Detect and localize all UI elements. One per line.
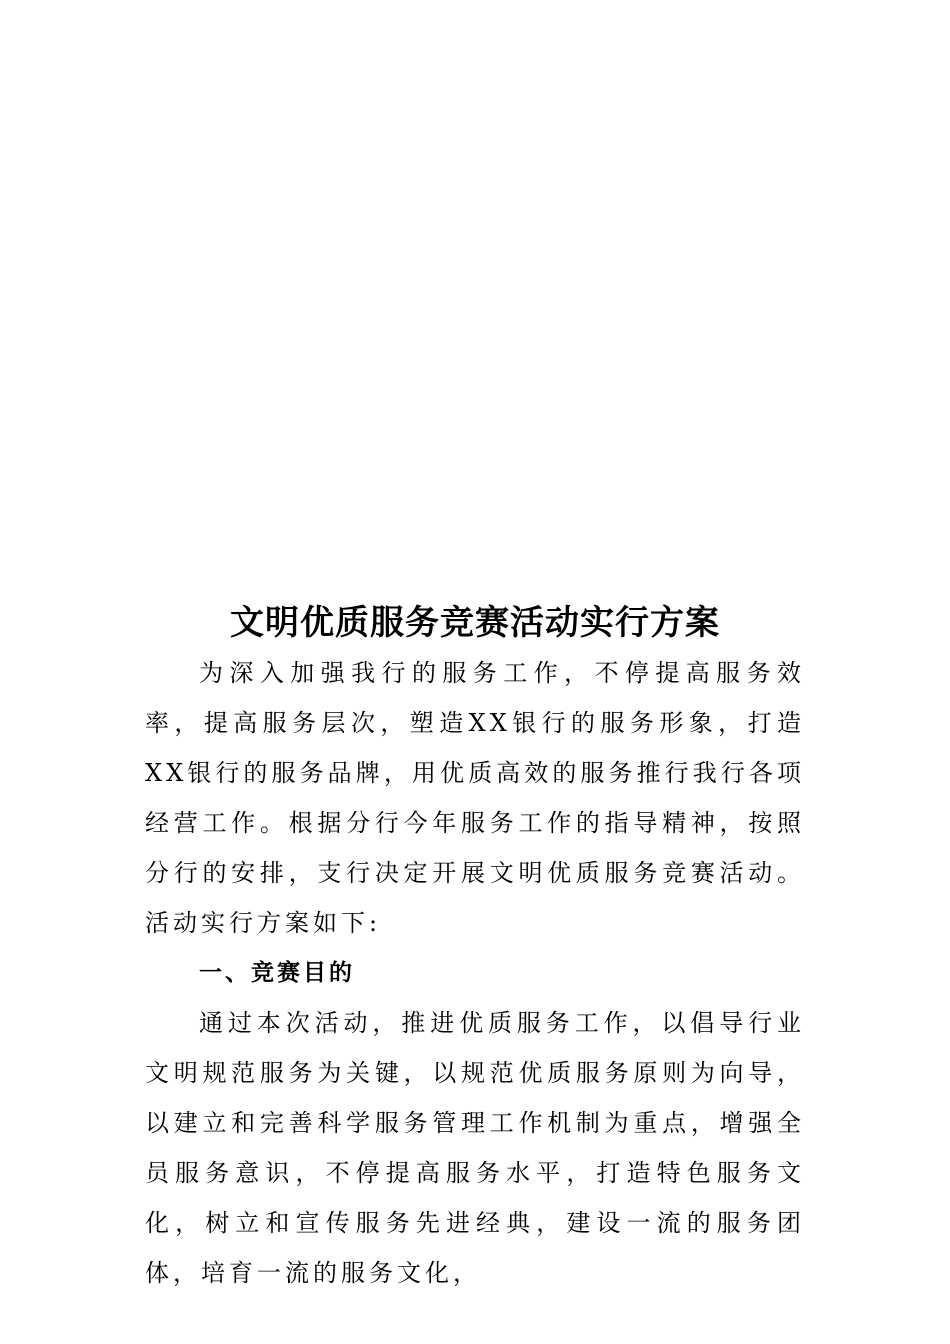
document-body — [145, 648, 805, 1298]
document-title: 文明优质服务竞赛活动实行方案 — [230, 602, 720, 643]
intro-paragraph: 为深入加强我行的服务工作，不停提高服务效率，提高服务层次，塑造XX银行的服务形象，打造XX银行的服务品牌，用优质高效的服务推行我行各项经营工作。根据分行今年服务工作的指导精神，按照分行的安排，支行决定开展文明优质服务竞赛活动。活动实行方案如下: — [145, 659, 805, 937]
section-paragraph-objectives: 通过本次活动，推进优质服务工作，以倡导行业文明规范服务为关键，以规范优质服务原则为向导，以建立和完善科学服务管理工作机制为重点，增强全员服务意识，不停提高服务水平，打造特色服务文化，树立和宣传服务先进经典，建设一流的服务团体，培育一流的服务文化， — [145, 1009, 805, 1287]
section-heading-objectives: 一、竞赛目的 — [199, 960, 355, 986]
